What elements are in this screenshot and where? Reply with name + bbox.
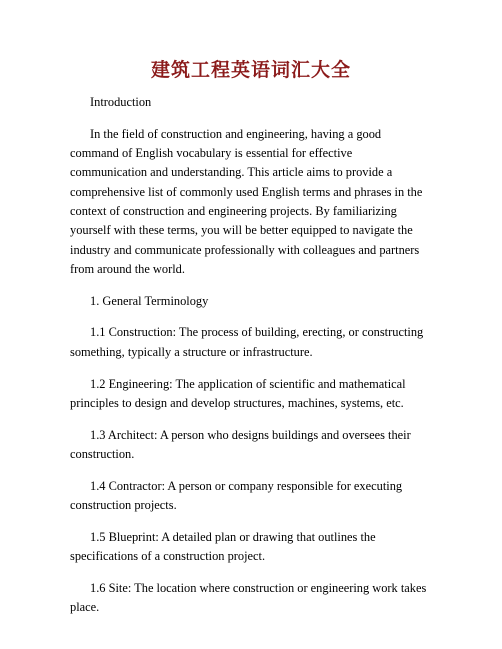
document-body	[70, 93, 432, 630]
term-engineering: 1.2 Engineering: The application of scientific and mathematical principles to design and develop structures, machines, systems, etc.	[70, 376, 406, 410]
term-site: 1.6 Site: The location where construction or engineering work takes place.	[70, 580, 427, 615]
section-heading: 1. General Terminology	[90, 293, 209, 308]
document-title: 建筑工程英语词汇大全	[150, 59, 351, 81]
term-architect: 1.3 Architect: A person who designs buildings and oversees their construction.	[70, 427, 411, 461]
term-contractor: 1.4 Contractor: A person or company responsible for executing construction projects.	[70, 478, 403, 513]
intro-heading: Introduction	[90, 95, 152, 109]
term-blueprint: 1.5 Blueprint: A detailed plan or drawing that outlines the specifications of a construction project.	[70, 529, 376, 564]
intro-paragraph: In the field of construction and engineering, having a good command of English vocabulary is essential for effective communication and understanding. This article aims to provide a comprehensive list of commonly used English terms and phrases in the context of construction and engineering projects. By familiarizing yourself with these terms, you will be better equipped to navigate the industry and communicate professionally with colleagues and partners from around the world.	[70, 126, 423, 276]
term-construction: 1.1 Construction: The process of building, erecting, or constructing something, typically a structure or infrastructure.	[70, 325, 424, 359]
